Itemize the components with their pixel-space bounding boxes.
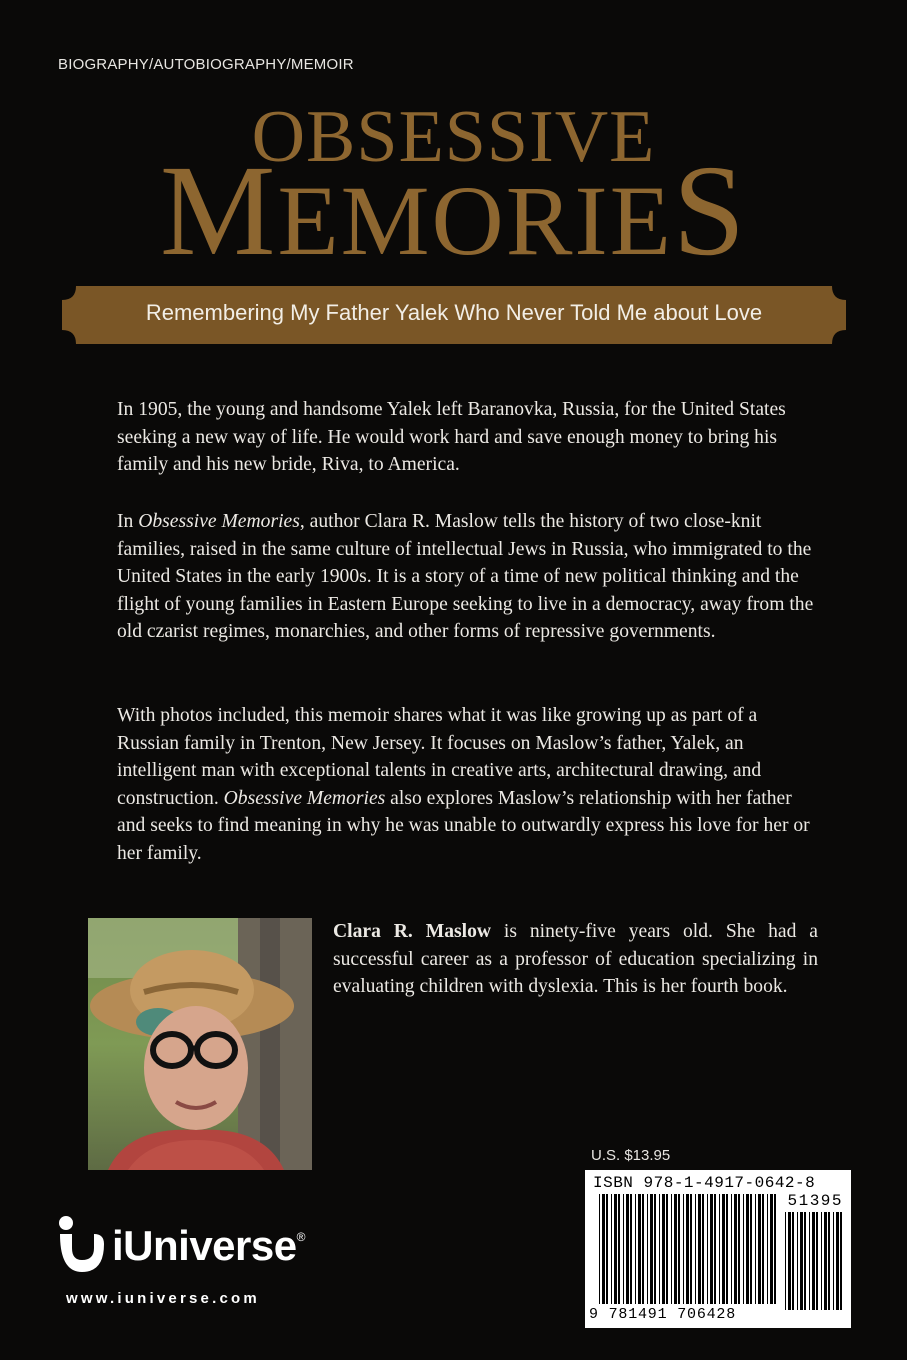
barcode-bar bbox=[750, 1194, 752, 1304]
barcode-bar bbox=[635, 1194, 636, 1304]
barcode-bar bbox=[626, 1194, 629, 1304]
blurb-p3-post: also explores Maslow’s relationship with her father and seeks to find meaning in why he was unable to outwardly express his love for her or her family. bbox=[117, 787, 810, 864]
blurb-p3-title: Obsessive Memories bbox=[223, 787, 386, 809]
barcode-bar bbox=[666, 1194, 668, 1304]
barcode-bar bbox=[599, 1194, 600, 1304]
barcode-bar bbox=[785, 1212, 786, 1310]
barcode-bar bbox=[647, 1194, 648, 1304]
barcode-bar bbox=[638, 1194, 641, 1304]
title-final: S bbox=[672, 139, 748, 283]
barcode-bar bbox=[623, 1194, 624, 1304]
blurb-paragraph-2 bbox=[117, 508, 817, 646]
barcode-bar bbox=[804, 1212, 806, 1310]
barcode-bar bbox=[840, 1212, 842, 1310]
barcode-bar bbox=[606, 1194, 608, 1304]
blurb-paragraph-1: In 1905, the young and handsome Yalek left Baranovka, Russia, for the United States seeking a new way of life. He would work hard and save enough money to bring his family and his new bride, Riva, to America. bbox=[117, 399, 786, 475]
barcode-bar bbox=[824, 1212, 827, 1310]
barcode-bar bbox=[678, 1194, 680, 1304]
barcode-bar bbox=[755, 1194, 756, 1304]
barcode-bar bbox=[762, 1194, 764, 1304]
barcode-bar bbox=[683, 1194, 684, 1304]
logo-text bbox=[112, 1222, 305, 1270]
barcode-bar bbox=[828, 1212, 830, 1310]
barcode-bar bbox=[654, 1194, 656, 1304]
barcode-bar bbox=[738, 1194, 740, 1304]
barcode-bar bbox=[812, 1212, 815, 1310]
barcode-bar bbox=[662, 1194, 665, 1304]
author-photo bbox=[88, 918, 312, 1170]
title-initial: M bbox=[159, 139, 278, 283]
barcode-bar bbox=[702, 1194, 704, 1304]
barcode-bar bbox=[642, 1194, 644, 1304]
barcode-bar bbox=[671, 1194, 672, 1304]
barcode-bar bbox=[707, 1194, 708, 1304]
publisher-logo bbox=[54, 1214, 344, 1280]
barcode-bar bbox=[797, 1212, 798, 1310]
subtitle-text: Remembering My Father Yalek Who Never Told Me about Love bbox=[145, 300, 763, 325]
barcode-bar bbox=[836, 1212, 839, 1310]
barcode-bar bbox=[722, 1194, 725, 1304]
publisher-website[interactable]: www.iuniverse.com bbox=[66, 1290, 260, 1307]
barcode-bar bbox=[698, 1194, 701, 1304]
barcode-bar bbox=[833, 1212, 834, 1310]
barcode-bars bbox=[585, 1170, 851, 1328]
barcode-bar bbox=[618, 1194, 620, 1304]
blurb-p3-pre: With photos included, this memoir shares what it was like growing up as part of a Russian family in Trenton, New Jersey. It focuses on Maslow’s father, Yalek, an intelligent man with exceptional talents in creative arts, architectural drawing, and construction. bbox=[117, 705, 762, 809]
barcode-bar bbox=[746, 1194, 749, 1304]
barcode-bar bbox=[630, 1194, 632, 1304]
barcode-bar bbox=[734, 1194, 737, 1304]
logo-wordmark: iUniverse bbox=[112, 1222, 297, 1269]
barcode-bar bbox=[792, 1212, 794, 1310]
subtitle-banner bbox=[62, 286, 846, 344]
title-line-2 bbox=[0, 139, 907, 283]
barcode-bar bbox=[809, 1212, 810, 1310]
barcode-bar bbox=[800, 1212, 803, 1310]
barcode-bar bbox=[650, 1194, 653, 1304]
blurb-p2-title: Obsessive Memories bbox=[138, 511, 300, 532]
iuniverse-logo-icon bbox=[54, 1214, 110, 1280]
barcode-bar bbox=[816, 1212, 818, 1310]
barcode-bar bbox=[674, 1194, 677, 1304]
title-middle: EMORIE bbox=[277, 165, 673, 276]
barcode-bar bbox=[611, 1194, 612, 1304]
barcode-bar bbox=[726, 1194, 728, 1304]
barcode-bar bbox=[821, 1212, 822, 1310]
barcode-digits: 9 781491 706428 bbox=[589, 1306, 737, 1323]
barcode-bar bbox=[758, 1194, 761, 1304]
barcode bbox=[585, 1170, 851, 1328]
barcode-bar bbox=[731, 1194, 732, 1304]
author-bio bbox=[333, 918, 818, 1001]
barcode-bar bbox=[710, 1194, 713, 1304]
barcode-bar bbox=[659, 1194, 660, 1304]
barcode-bar bbox=[714, 1194, 716, 1304]
title-line-1: OBSESSIVE bbox=[251, 96, 656, 178]
author-name: Clara R. Maslow bbox=[333, 921, 492, 942]
isbn-text: ISBN 978-1-4917-0642-8 bbox=[593, 1174, 816, 1192]
category-label: BIOGRAPHY/AUTOBIOGRAPHY/MEMOIR bbox=[58, 56, 354, 73]
trademark-symbol: ® bbox=[296, 1230, 305, 1244]
barcode-bar bbox=[770, 1194, 773, 1304]
barcode-addon-text: 51395 bbox=[787, 1192, 843, 1210]
barcode-bar bbox=[788, 1212, 791, 1310]
blurb-p2-post: , author Clara R. Maslow tells the history of two close-knit families, raised in the same culture of intellectual Jews in Russia, who immigrated to the United States in the early 1900s. It is a story of a time of new political thinking and the flight of young families in Eastern Europe seeking to live in a democracy, away from the old czarist regimes, monarchies, and other forms of repressive governments. bbox=[117, 511, 814, 642]
barcode-bar bbox=[695, 1194, 696, 1304]
barcode-bar bbox=[719, 1194, 720, 1304]
barcode-bar bbox=[767, 1194, 768, 1304]
barcode-bar bbox=[690, 1194, 692, 1304]
author-bio-text: is ninety-five years old. She had a successful career as a professor of education specializing in evaluating children with dyslexia. This is her fourth book. bbox=[333, 921, 818, 997]
barcode-bar bbox=[686, 1194, 689, 1304]
barcode-bar bbox=[743, 1194, 744, 1304]
barcode-bar bbox=[602, 1194, 605, 1304]
barcode-bar bbox=[614, 1194, 617, 1304]
blurb-paragraph-3 bbox=[117, 702, 817, 867]
price-label: U.S. $13.95 bbox=[591, 1147, 671, 1164]
blurb-p2-pre: In bbox=[117, 511, 139, 532]
barcode-bar bbox=[774, 1194, 776, 1304]
